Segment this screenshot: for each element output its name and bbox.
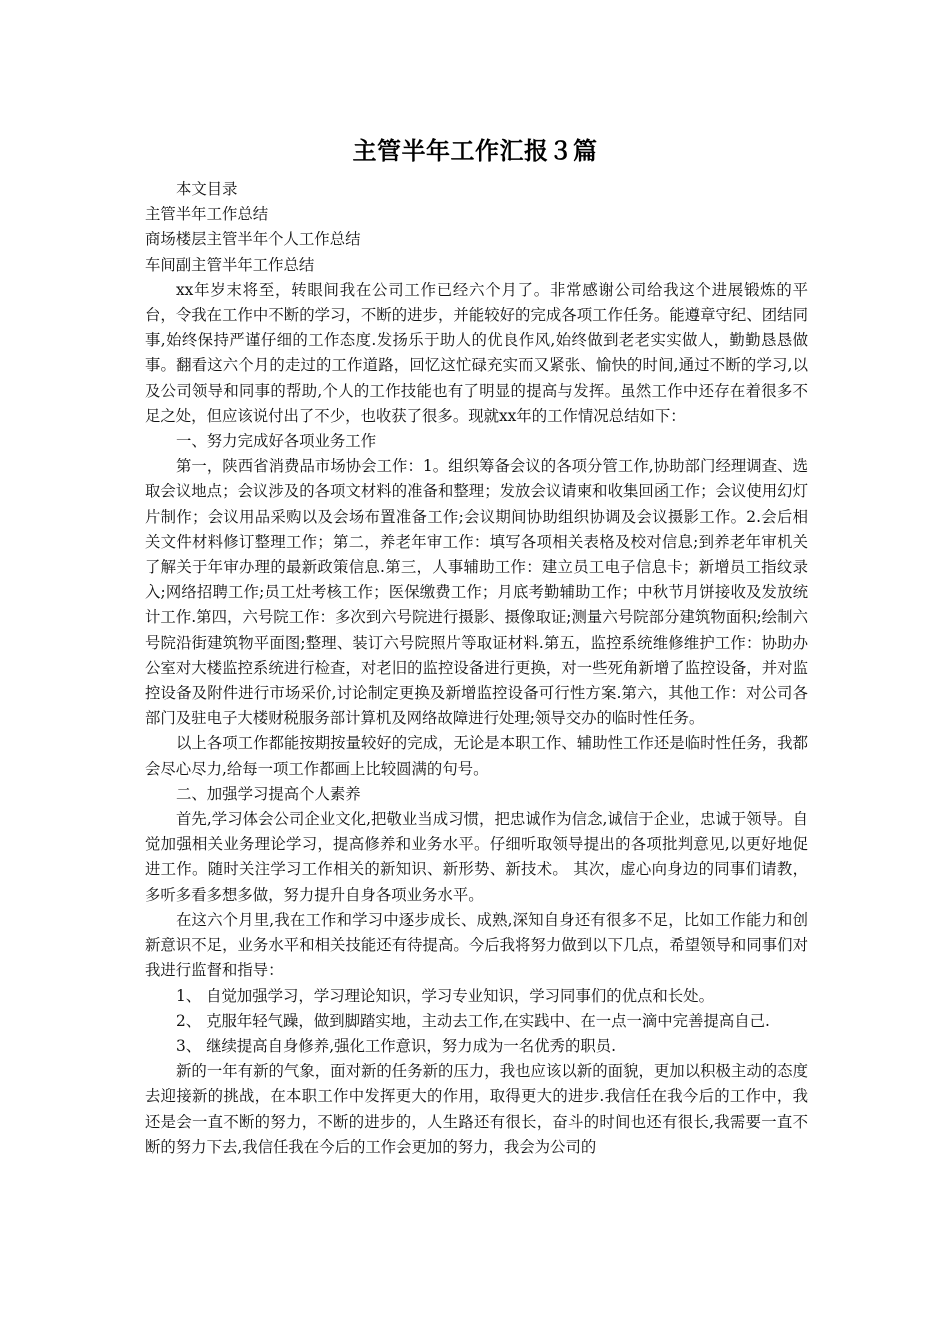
- work-details-paragraph: 第一，陕西省消费品市场协会工作：1。组织筹备会议的各项分管工作,协助部门经理调查、选取会议地点；会议涉及的各项文材料的准备和整理；发放会议请柬和收集回函工作；会议使用幻灯片制作；会议用品采购以及会场布置准备工作;会议期间协助组织协调及会议摄影工作。2.会后相关文件材料修订整理工作；第二，养老年审工作：填写各项相关表格及校对信息;到养老年审机关了解关于年审办理的最新政策信息.第三，人事辅助工作：建立员工电子信息卡；新增员工指纹录入;网络招聘工作;员工灶考核工作；医保缴费工作；月底考勤辅助工作；中秋节月饼接收及发放统计工作.第四，六号院工作：多次到六号院进行摄影、摄像取证;测量六号院部分建筑物面积;绘制六号院沿街建筑物平面图;整理、装订六号院照片等取证材料.第五，监控系统维修维护工作：协助办公室对大楼监控系统进行检查，对老旧的监控设备进行更换，对一些死角新增了监控设备，并对监控设备及附件进行市场采价,讨论制定更换及新增监控设备可行性方案.第六，其他工作：对公司各部门及驻电子大楼财税服务部计算机及网络故障进行处理;领导交办的临时性任务。: [145, 457, 808, 728]
- list-item: 2、 克服年轻气躁，做到脚踏实地，主动去工作,在实践中、在一点一滴中完善提高自己.: [176, 1011, 770, 1030]
- learning-paragraph: 首先,学习体会公司企业文化,把敬业当成习惯，把忠诚作为信念,诚信于企业，忠诚于领导。自觉加强相关业务理论学习，提高修养和业务水平。仔细听取领导提出的各项批判意见,以更好地促进工作。随时关注学习工作相关的新知识、新形势、新技术。 其次，虚心向身边的同事们请教，多听多看多想多做，努力提升自身各项业务水平。: [145, 810, 808, 904]
- list-item: 3、 继续提高自身修养,强化工作意识，努力成为一名优秀的职员.: [176, 1036, 617, 1055]
- toc-item: 商场楼层主管半年个人工作总结: [145, 230, 361, 249]
- summary-paragraph: 以上各项工作都能按期按量较好的完成，无论是本职工作、辅助性工作还是临时性任务，我都会尽心尽力,给每一项工作都画上比较圆满的句号。: [145, 734, 808, 778]
- section-heading-2: 二、加强学习提高个人素养: [176, 784, 361, 803]
- intro-paragraph: xx年岁末将至，转眼间我在公司工作已经六个月了。非常感谢公司给我这个进展锻炼的平台，令我在工作中不断的学习，不断的进步，并能较好的完成各项工作任务。能遵章守纪、团结同事,始终保持严谨仔细的工作态度.发扬乐于助人的优良作风,始终做到老老实实做人，勤勤恳恳做事。翻看这六个月的走过的工作道路，回忆这忙碌充实而又紧张、愉快的时间,通过不断的学习,以及公司领导和同事的帮助,个人的工作技能也有了明显的提高与发挥。虽然工作中还存在着很多不足之处，但应该说付出了不少，也收获了很多。现就xx年的工作情况总结如下：: [145, 280, 808, 425]
- toc-item: 车间副主管半年工作总结: [145, 255, 315, 274]
- document-body: [145, 177, 808, 1160]
- list-item: 1、 自觉加强学习，学习理论知识，学习专业知识，学习同事们的优点和长处。: [176, 986, 714, 1005]
- toc-item: 主管半年工作总结: [145, 205, 269, 224]
- closing-paragraph: 新的一年有新的气象，面对新的任务新的压力，我也应该以新的面貌，更加以积极主动的态度去迎接新的挑战，在本职工作中发挥更大的作用，取得更大的进步.我信任在我今后的工作中，我还是会一直不断的努力，不断的进步的，人生路还有很长，奋斗的时间也还有很长,我需要一直不断的努力下去,我信任我在今后的工作会更加的努力，我会为公司的: [145, 1062, 808, 1156]
- section-heading-1: 一、努力完成好各项业务工作: [176, 432, 377, 451]
- toc-heading: 本文目录: [176, 180, 238, 198]
- document-title: 主管半年工作汇报３篇: [352, 137, 598, 165]
- reflection-paragraph: 在这六个月里,我在工作和学习中逐步成长、成熟,深知自身还有很多不足，比如工作能力和创新意识不足，业务水平和相关技能还有待提高。今后我将努力做到以下几点，希望领导和同事们对我进行监督和指导：: [145, 910, 808, 980]
